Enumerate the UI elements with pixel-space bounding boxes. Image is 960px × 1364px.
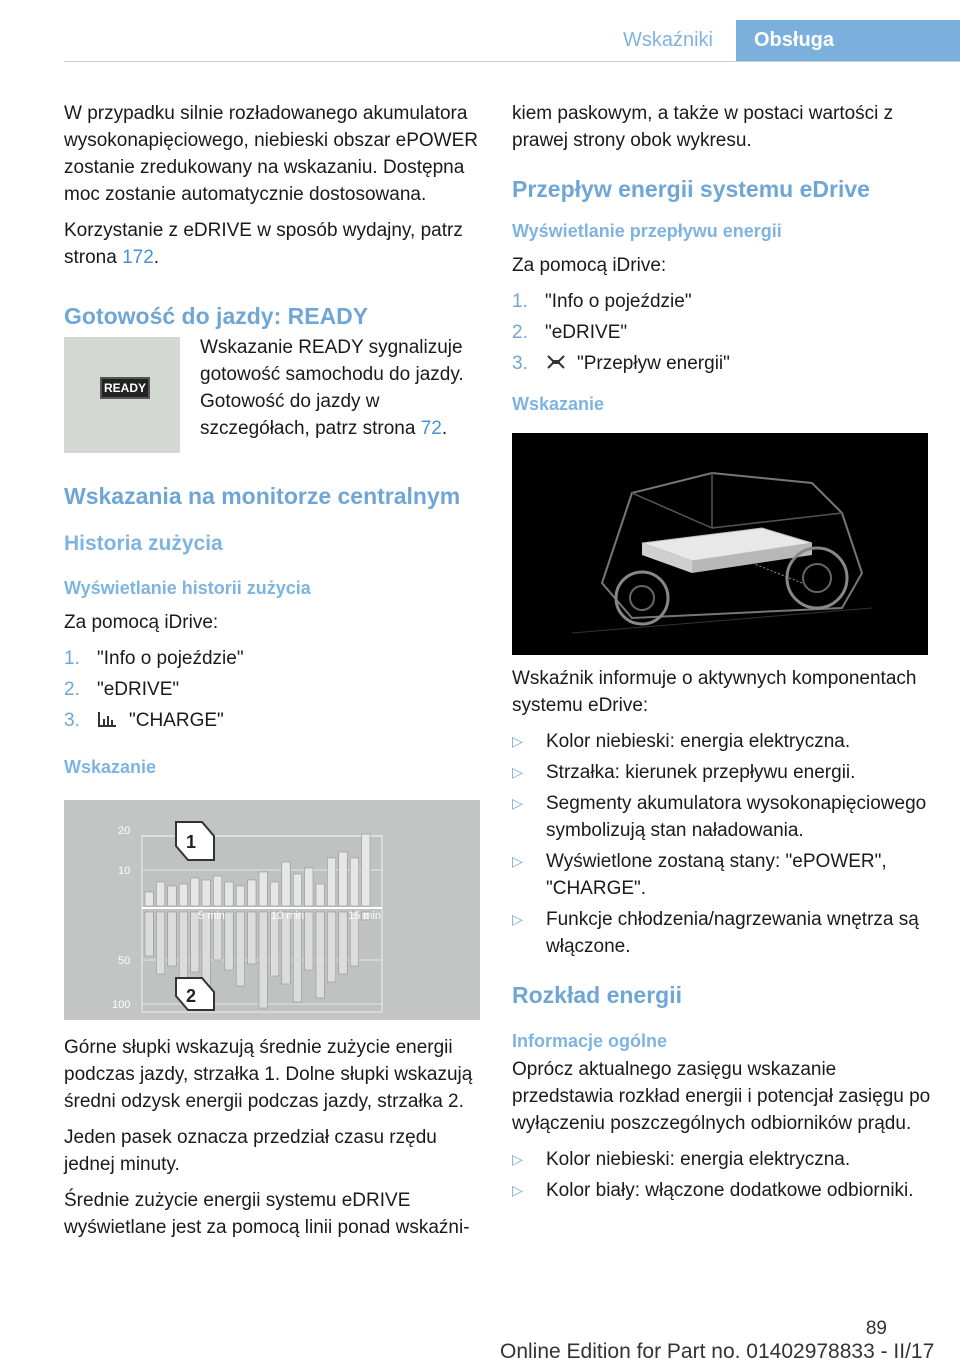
subheading: Wyświetlanie przepływu energii	[512, 221, 782, 241]
paragraph: Za pomocą iDrive:	[64, 612, 219, 633]
consumption-bar	[362, 834, 370, 906]
consumption-bar	[191, 878, 199, 906]
paragraph: Korzystanie z eDRIVE w sposób wydajny, patrz strona 172.	[64, 220, 463, 268]
consumption-bar	[248, 880, 256, 906]
list-item: ▷ Kolor niebieski: energia elektryczna.	[512, 731, 851, 752]
subheading: Wskazanie	[512, 394, 605, 414]
list-item: ▷ Segmenty akumulatora wysokonapięciowego symbolizują stan naładowania.	[512, 793, 927, 841]
paragraph: Wskaźnik informuje o aktywnych komponentach systemu eDrive:	[512, 668, 917, 716]
energy-flow-icon	[545, 353, 567, 371]
recovery-bar	[145, 912, 153, 956]
arrow-label: 2	[186, 986, 197, 1006]
consumption-bar	[259, 872, 267, 906]
consumption-bar	[156, 882, 164, 906]
recovery-bar	[179, 912, 187, 982]
section-heading: Wskazania na monitorze centralnym	[64, 483, 461, 509]
right-column	[512, 100, 932, 1208]
recovery-bar	[305, 912, 313, 970]
consumption-bar	[213, 876, 221, 906]
recovery-bar	[282, 912, 290, 984]
consumption-history-image	[64, 800, 480, 1020]
consumption-bar	[168, 886, 176, 906]
consumption-bar	[179, 884, 187, 906]
consumption-bar	[145, 892, 153, 906]
paragraph: Jeden pasek oznacza przedział czasu rzędu jednej minuty.	[64, 1127, 437, 1175]
tab-obsluga[interactable]: Obsługa	[736, 20, 960, 61]
section-heading: Rozkład energii	[512, 982, 682, 1008]
ready-badge: READY	[100, 377, 150, 399]
subheading: Informacje ogólne	[512, 1031, 668, 1051]
y-tick: 100	[112, 999, 131, 1011]
paragraph: Średnie zużycie energii systemu eDRIVE wyświetlane jest za pomocą linii ponad wskaźni-	[64, 1190, 470, 1238]
x-tick: 10 min	[271, 910, 305, 922]
consumption-bar	[270, 882, 278, 906]
energy-flow-image	[512, 433, 928, 655]
recovery-bar	[316, 912, 324, 998]
recovery-bar	[236, 912, 244, 986]
arrow-label: 1	[186, 832, 197, 852]
consumption-bar	[339, 852, 347, 906]
list-item: ▷ Kolor niebieski: energia elektryczna.	[512, 1149, 851, 1170]
list-item: ▷ Wyświetlone zostaną stany: "ePOWER", "CHARGE".	[512, 851, 887, 899]
ready-image	[64, 337, 180, 453]
paragraph: W przypadku silnie rozładowanego akumulatora wysokonapięciowego, niebieski obszar ePOWER zostanie zredukowany na wskazaniu. Dostępna moc zostanie automatycznie dostosowana.	[64, 103, 478, 205]
list-item: 3. "Przepływ energii"	[512, 353, 730, 374]
steps-list	[512, 288, 932, 377]
list-item: 2. "eDRIVE"	[64, 679, 180, 700]
list-item: 2. "eDRIVE"	[512, 322, 628, 343]
paragraph: kiem paskowym, a także w postaci wartości z prawej strony obok wykresu.	[512, 103, 894, 151]
bullet-list	[512, 1146, 932, 1204]
paragraph: Górne słupki wskazują średnie zużycie energii podczas jazdy, strzałka 1. Dolne słupki wskazują średni odzysk energii podczas jazdy, strzałka 2.	[64, 1037, 473, 1112]
list-item: 1. "Info o pojeździe"	[512, 291, 692, 312]
edition-note: Online Edition for Part no. 01402978833 - II/17	[500, 1340, 935, 1363]
recovery-bar	[293, 912, 301, 1002]
steps-list	[64, 645, 484, 734]
list-item: 3. "CHARGE"	[64, 710, 224, 731]
y-tick: 20	[118, 825, 131, 837]
recovery-bar	[327, 912, 335, 982]
paragraph: Za pomocą iDrive:	[512, 255, 667, 276]
list-item: ▷ Strzałka: kierunek przepływu energii.	[512, 762, 856, 783]
consumption-bar	[202, 880, 210, 906]
list-item: 1. "Info o pojeździe"	[64, 648, 244, 669]
subheading: Wskazanie	[64, 757, 157, 777]
page-number: 89	[865, 1318, 887, 1339]
consumption-bar	[316, 884, 324, 906]
y-tick: 10	[118, 865, 131, 877]
recovery-bar	[259, 912, 267, 1008]
consumption-bar	[236, 886, 244, 906]
consumption-bar	[305, 868, 313, 906]
recovery-bar	[156, 912, 164, 974]
x-tick: 15 min	[348, 910, 382, 922]
paragraph: Wskazanie READY sygnalizuje gotowość samochodu do jazdy. Gotowość do jazdy w szczegółach, patrz strona 72.	[200, 337, 464, 439]
recovery-bar	[339, 912, 347, 974]
page-link[interactable]: 172	[122, 247, 154, 268]
subheading: Wyświetlanie historii zużycia	[64, 578, 311, 598]
list-item: ▷ Funkcje chłodzenia/nagrzewania wnętrza są włączone.	[512, 909, 919, 957]
tab-wskazniki[interactable]: Wskaźniki	[622, 29, 713, 51]
recovery-bar	[248, 912, 256, 964]
list-item: ▷ Kolor biały: włączone dodatkowe odbiorniki.	[512, 1180, 914, 1201]
left-column	[64, 100, 484, 1250]
consumption-bar	[293, 874, 301, 906]
page-link[interactable]: 72	[420, 418, 442, 439]
consumption-bar	[225, 882, 233, 906]
section-heading: Gotowość do jazdy: READY	[64, 303, 369, 329]
header-rule	[64, 61, 960, 62]
y-tick: 50	[118, 955, 131, 967]
car-illustration	[512, 433, 928, 655]
subsection-heading: Historia zużycia	[64, 532, 223, 555]
recovery-bar	[168, 912, 176, 966]
section-heading: Przepływ energii systemu eDrive	[512, 176, 870, 202]
consumption-bar	[327, 858, 335, 906]
recovery-bar	[225, 912, 233, 970]
consumption-bar	[282, 862, 290, 906]
paragraph: Oprócz aktualnego zasięgu wskazanie przedstawia rozkład energii i potencjał zasięgu po wyłączeniu poszczególnych odbiorników prądu.	[512, 1059, 931, 1134]
consumption-chart	[64, 800, 480, 1020]
x-tick: 5 min	[198, 910, 225, 922]
consumption-bar	[350, 858, 358, 906]
bullet-list	[512, 728, 932, 960]
charge-chart-icon	[97, 710, 117, 728]
